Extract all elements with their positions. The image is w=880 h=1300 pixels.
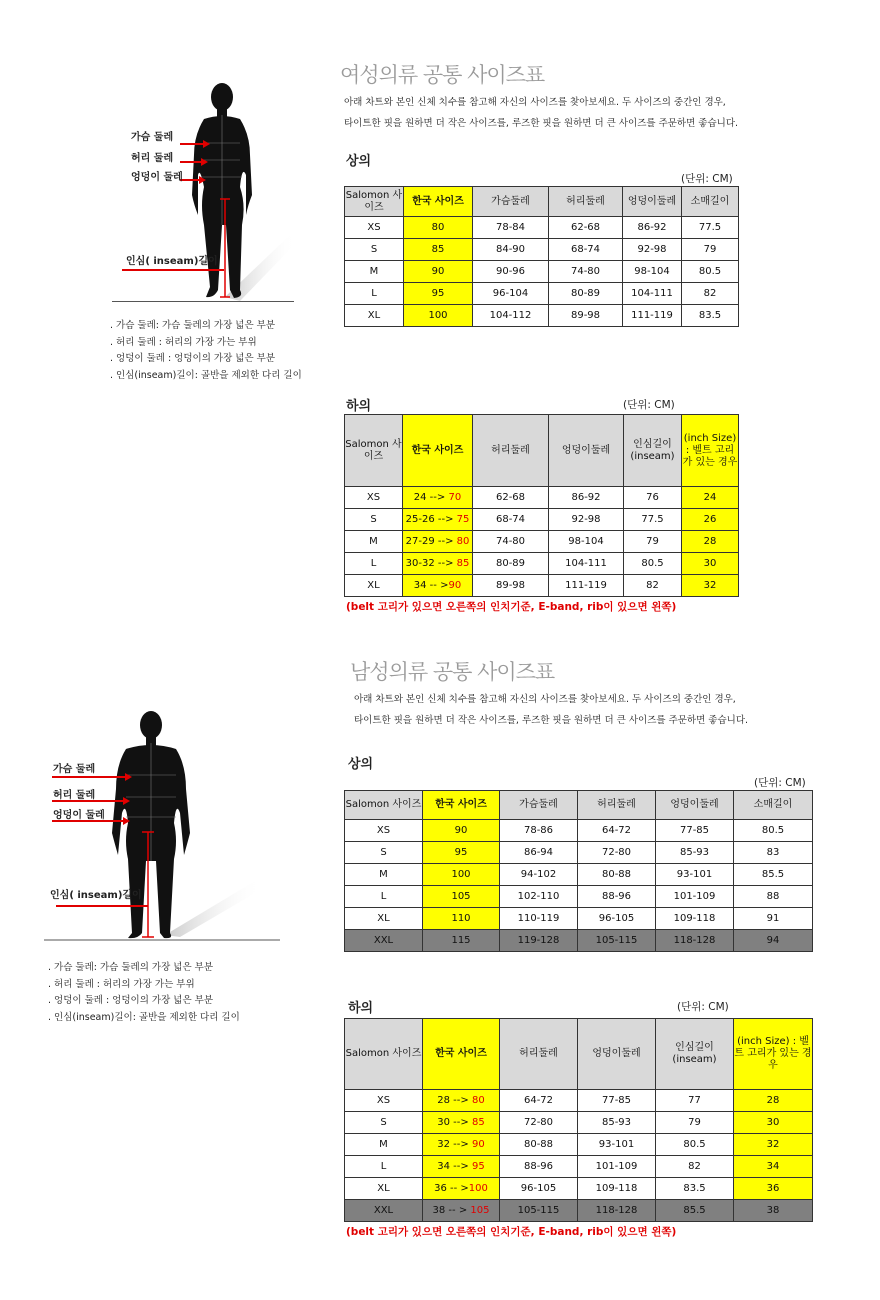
cell: 101-109 (656, 886, 734, 908)
cell: 119-128 (500, 930, 578, 952)
header-korean: 한국 사이즈 (403, 415, 473, 487)
cell: 104-111 (623, 283, 682, 305)
cell: 102-110 (500, 886, 578, 908)
korean-size-cell (423, 1090, 500, 1112)
cell: 100 (423, 864, 500, 886)
men-desc-3: . 엉덩이 둘레 : 엉덩이의 가장 넓은 부분 (48, 995, 214, 1006)
women-label-inseam: 인심( inseam)길이 (126, 256, 218, 267)
korean-size-from: 30 --> (437, 1116, 472, 1128)
women-intro (344, 92, 738, 134)
cell: XXL (345, 930, 423, 952)
cell: 111-119 (623, 305, 682, 327)
cell: 34 (734, 1156, 813, 1178)
header-korean: 한국 사이즈 (404, 187, 473, 217)
men-descriptions (48, 960, 240, 1026)
table-row (345, 487, 739, 509)
cell: 88 (734, 886, 813, 908)
cell: 30 (682, 553, 739, 575)
cell: XS (345, 217, 404, 239)
women-bottom-section-title: 하의 (346, 399, 372, 414)
cell: 79 (624, 531, 682, 553)
cell: 89-98 (549, 305, 623, 327)
cell: 38 (734, 1200, 813, 1222)
cell: 28 (682, 531, 739, 553)
cell: 93-101 (578, 1134, 656, 1156)
cell: 96-105 (578, 908, 656, 930)
header-hip: 엉덩이둘레 (549, 415, 624, 487)
header-waist: 허리둘레 (578, 791, 656, 820)
korean-size-to: 95 (471, 1160, 485, 1172)
men-label-chest: 가슴 둘레 (53, 764, 96, 775)
cell: 80.5 (682, 261, 739, 283)
cell: 96-105 (500, 1178, 578, 1200)
men-top-unit: (단위: CM) (754, 777, 806, 789)
korean-size-cell (423, 1178, 500, 1200)
cell: XL (345, 1178, 423, 1200)
cell: 93-101 (656, 864, 734, 886)
women-desc-1: . 가슴 둘레: 가슴 둘레의 가장 넓은 부분 (110, 320, 276, 331)
cell: 86-94 (500, 842, 578, 864)
cell: 94 (734, 930, 813, 952)
men-bottom-unit: (단위: CM) (677, 1001, 729, 1013)
cell: 30 (734, 1112, 813, 1134)
women-desc-2: . 허리 둘레 : 허리의 가장 가는 부위 (110, 336, 257, 348)
cell: XL (345, 908, 423, 930)
cell: 78-86 (500, 820, 578, 842)
women-intro-line-2: 타이트한 핏을 원하면 더 작은 사이즈를, 루즈한 핏을 원하면 더 큰 사이즈를 주문하면 좋습니다. (344, 118, 739, 129)
cell: 85-93 (578, 1112, 656, 1134)
cell: 101-109 (578, 1156, 656, 1178)
table-row (345, 575, 739, 597)
women-desc-3: . 엉덩이 둘레 : 엉덩이의 가장 넓은 부분 (110, 353, 276, 364)
men-desc-2: . 허리 둘레 : 허리의 가장 가는 부위 (48, 978, 195, 990)
men-intro (354, 689, 748, 731)
cell: XL (345, 305, 404, 327)
table-row (345, 864, 813, 886)
cell: 79 (682, 239, 739, 261)
men-intro-line-1: 아래 차트와 본인 신체 치수를 참고해 자신의 사이즈를 찾아보세요. 두 사이즈의 중간인 경우, (354, 694, 736, 705)
men-top-table (344, 790, 813, 952)
cell: 118-128 (656, 930, 734, 952)
header-inseam: 인심길이 (inseam) (624, 415, 682, 487)
cell: 83.5 (682, 305, 739, 327)
cell: 82 (656, 1156, 734, 1178)
cell: 90 (423, 820, 500, 842)
cell: 111-119 (549, 575, 624, 597)
table-row (345, 1200, 813, 1222)
korean-size-cell (403, 575, 473, 597)
cell: 62-68 (473, 487, 549, 509)
table-row (345, 908, 813, 930)
table-row (345, 1178, 813, 1200)
cell: 82 (624, 575, 682, 597)
men-label-waist: 허리 둘레 (53, 790, 96, 801)
korean-size-from: 32 --> (437, 1138, 472, 1150)
cell: M (345, 261, 404, 283)
table-row (345, 1090, 813, 1112)
men-intro-line-2: 타이트한 핏을 원하면 더 작은 사이즈를, 루즈한 핏을 원하면 더 큰 사이즈를 주문하면 좋습니다. (354, 715, 749, 726)
korean-size-from: 27-29 --> (405, 535, 457, 547)
cell: L (345, 553, 403, 575)
table-row (345, 553, 739, 575)
header-salomon: Salomon 사이즈 (345, 415, 403, 487)
men-bottom-section-title: 하의 (348, 1001, 374, 1016)
korean-size-to: 85 (471, 1116, 485, 1128)
korean-size-from: 28 --> (437, 1094, 472, 1106)
korean-size-cell (403, 553, 473, 575)
women-title: 여성의류 공통 사이즈표 (340, 63, 545, 87)
cell: 85.5 (656, 1200, 734, 1222)
cell: 109-118 (578, 1178, 656, 1200)
cell: 115 (423, 930, 500, 952)
cell: 80 (404, 217, 473, 239)
cell: 109-118 (656, 908, 734, 930)
korean-size-cell (403, 531, 473, 553)
cell: 83.5 (656, 1178, 734, 1200)
cell: 88-96 (500, 1156, 578, 1178)
cell: 68-74 (549, 239, 623, 261)
korean-size-cell (423, 1200, 500, 1222)
cell: XXL (345, 1200, 423, 1222)
cell: M (345, 864, 423, 886)
korean-size-from: 38 -- > (432, 1204, 471, 1216)
korean-size-to: 80 (456, 535, 470, 547)
cell: 104-112 (473, 305, 549, 327)
cell: 32 (682, 575, 739, 597)
women-descriptions (110, 318, 302, 384)
cell: 118-128 (578, 1200, 656, 1222)
korean-size-cell (403, 509, 473, 531)
header-hip: 엉덩이둘레 (623, 187, 682, 217)
table-header-row (345, 415, 739, 487)
korean-size-cell (423, 1134, 500, 1156)
korean-size-to: 80 (471, 1094, 485, 1106)
cell: S (345, 842, 423, 864)
cell: 28 (734, 1090, 813, 1112)
cell: 77 (656, 1090, 734, 1112)
cell: 85-93 (656, 842, 734, 864)
cell: 98-104 (549, 531, 624, 553)
cell: 89-98 (473, 575, 549, 597)
table-row (345, 217, 739, 239)
cell: 85.5 (734, 864, 813, 886)
men-label-hip: 엉덩이 둘레 (53, 810, 105, 821)
table-header-row (345, 1019, 813, 1090)
header-sleeve: 소매길이 (734, 791, 813, 820)
cell: 90 (404, 261, 473, 283)
cell: XS (345, 820, 423, 842)
women-label-chest: 가슴 둘레 (131, 132, 174, 143)
header-hip: 엉덩이둘레 (656, 791, 734, 820)
cell: 76 (624, 487, 682, 509)
header-salomon: Salomon 사이즈 (345, 791, 423, 820)
korean-size-cell (423, 1156, 500, 1178)
men-label-inseam: 인심( inseam)길이 (50, 890, 142, 901)
women-bottom-unit: (단위: CM) (623, 399, 675, 411)
korean-size-to: 75 (456, 513, 470, 525)
women-belt-note: (belt 고리가 있으면 오른쪽의 인치기준, E-band, rib이 있으면 왼쪽) (346, 601, 677, 613)
korean-size-from: 25-26 --> (405, 513, 457, 525)
men-bottom-table (344, 1018, 813, 1222)
header-waist: 허리둘레 (549, 187, 623, 217)
korean-size-cell (403, 487, 473, 509)
header-waist: 허리둘레 (473, 415, 549, 487)
cell: 86-92 (549, 487, 624, 509)
cell: S (345, 239, 404, 261)
header-korean: 한국 사이즈 (423, 1019, 500, 1090)
cell: 95 (404, 283, 473, 305)
women-label-hip: 엉덩이 둘레 (131, 172, 183, 183)
cell: 32 (734, 1134, 813, 1156)
header-inch: (inch Size) : 벨트 고리가 있는 경우 (682, 415, 739, 487)
cell: 77.5 (682, 217, 739, 239)
header-inseam: 인심길이 (inseam) (656, 1019, 734, 1090)
header-waist: 허리둘레 (500, 1019, 578, 1090)
cell: 77.5 (624, 509, 682, 531)
header-salomon: Salomon 사이즈 (345, 187, 404, 217)
women-bottom-table (344, 414, 739, 597)
cell: 86-92 (623, 217, 682, 239)
table-row (345, 283, 739, 305)
cell: 36 (734, 1178, 813, 1200)
table-row (345, 842, 813, 864)
cell: 105-115 (500, 1200, 578, 1222)
cell: 80-88 (578, 864, 656, 886)
cell: 72-80 (500, 1112, 578, 1134)
cell: 84-90 (473, 239, 549, 261)
women-body-figure (100, 75, 300, 315)
cell: M (345, 1134, 423, 1156)
cell: 77-85 (656, 820, 734, 842)
korean-size-from: 34 --> (437, 1160, 472, 1172)
cell: 80-89 (473, 553, 549, 575)
women-top-table (344, 186, 739, 327)
table-row (345, 261, 739, 283)
korean-size-from: 34 -- > (413, 579, 449, 591)
korean-size-to: 100 (468, 1182, 488, 1194)
cell: 80-89 (549, 283, 623, 305)
cell: 110 (423, 908, 500, 930)
cell: 64-72 (578, 820, 656, 842)
korean-size-cell (423, 1112, 500, 1134)
cell: XS (345, 1090, 423, 1112)
men-belt-note: (belt 고리가 있으면 오른쪽의 인치기준, E-band, rib이 있으면 왼쪽) (346, 1226, 677, 1238)
table-row (345, 305, 739, 327)
cell: 104-111 (549, 553, 624, 575)
cell: L (345, 1156, 423, 1178)
table-row (345, 1134, 813, 1156)
table-row (345, 886, 813, 908)
table-header-row (345, 187, 739, 217)
men-desc-1: . 가슴 둘레: 가슴 둘레의 가장 넓은 부분 (48, 962, 214, 973)
header-chest: 가슴둘레 (500, 791, 578, 820)
header-inch: (inch Size) : 벨트 고리가 있는 경우 (734, 1019, 813, 1090)
korean-size-to: 90 (471, 1138, 485, 1150)
men-body-figure (40, 705, 290, 945)
cell: 94-102 (500, 864, 578, 886)
korean-size-to: 70 (448, 491, 462, 503)
table-header-row (345, 791, 813, 820)
header-salomon: Salomon 사이즈 (345, 1019, 423, 1090)
men-title: 남성의류 공통 사이즈표 (350, 660, 555, 684)
cell: XL (345, 575, 403, 597)
korean-size-to: 85 (456, 557, 470, 569)
cell: 95 (423, 842, 500, 864)
cell: 110-119 (500, 908, 578, 930)
korean-size-to: 90 (448, 579, 462, 591)
cell: S (345, 1112, 423, 1134)
cell: 92-98 (549, 509, 624, 531)
cell: 92-98 (623, 239, 682, 261)
cell: 74-80 (549, 261, 623, 283)
korean-size-from: 24 --> (413, 491, 449, 503)
header-sleeve: 소매길이 (682, 187, 739, 217)
cell: 74-80 (473, 531, 549, 553)
table-row (345, 239, 739, 261)
women-intro-line-1: 아래 차트와 본인 신체 치수를 참고해 자신의 사이즈를 찾아보세요. 두 사이즈의 중간인 경우, (344, 97, 726, 108)
men-top-section-title: 상의 (348, 757, 374, 772)
cell: 80.5 (734, 820, 813, 842)
women-top-unit: (단위: CM) (681, 173, 733, 185)
women-label-waist: 허리 둘레 (131, 153, 174, 164)
cell: 105-115 (578, 930, 656, 952)
cell: 80.5 (624, 553, 682, 575)
header-chest: 가슴둘레 (473, 187, 549, 217)
korean-size-from: 36 -- > (434, 1182, 469, 1194)
cell: 62-68 (549, 217, 623, 239)
korean-size-to: 105 (470, 1204, 490, 1216)
cell: L (345, 886, 423, 908)
cell: 80.5 (656, 1134, 734, 1156)
cell: 85 (404, 239, 473, 261)
men-desc-4: . 인심(inseam)길이: 골반을 제외한 다리 길이 (48, 1011, 240, 1023)
cell: 26 (682, 509, 739, 531)
cell: S (345, 509, 403, 531)
table-row (345, 509, 739, 531)
table-row (345, 930, 813, 952)
women-figure-divider (112, 301, 294, 302)
cell: 91 (734, 908, 813, 930)
women-top-section-title: 상의 (346, 154, 372, 169)
cell: 72-80 (578, 842, 656, 864)
cell: 83 (734, 842, 813, 864)
cell: L (345, 283, 404, 305)
cell: 79 (656, 1112, 734, 1134)
cell: 82 (682, 283, 739, 305)
cell: 98-104 (623, 261, 682, 283)
cell: 90-96 (473, 261, 549, 283)
cell: 96-104 (473, 283, 549, 305)
cell: 68-74 (473, 509, 549, 531)
header-hip: 엉덩이둘레 (578, 1019, 656, 1090)
cell: 24 (682, 487, 739, 509)
cell: 64-72 (500, 1090, 578, 1112)
table-row (345, 531, 739, 553)
cell: 105 (423, 886, 500, 908)
table-row (345, 820, 813, 842)
cell: 88-96 (578, 886, 656, 908)
header-korean: 한국 사이즈 (423, 791, 500, 820)
table-row (345, 1112, 813, 1134)
table-row (345, 1156, 813, 1178)
cell: 77-85 (578, 1090, 656, 1112)
women-desc-4: . 인심(inseam)길이: 골반을 제외한 다리 길이 (110, 369, 302, 381)
korean-size-from: 30-32 --> (405, 557, 457, 569)
cell: 78-84 (473, 217, 549, 239)
cell: M (345, 531, 403, 553)
cell: 100 (404, 305, 473, 327)
cell: 80-88 (500, 1134, 578, 1156)
cell: XS (345, 487, 403, 509)
